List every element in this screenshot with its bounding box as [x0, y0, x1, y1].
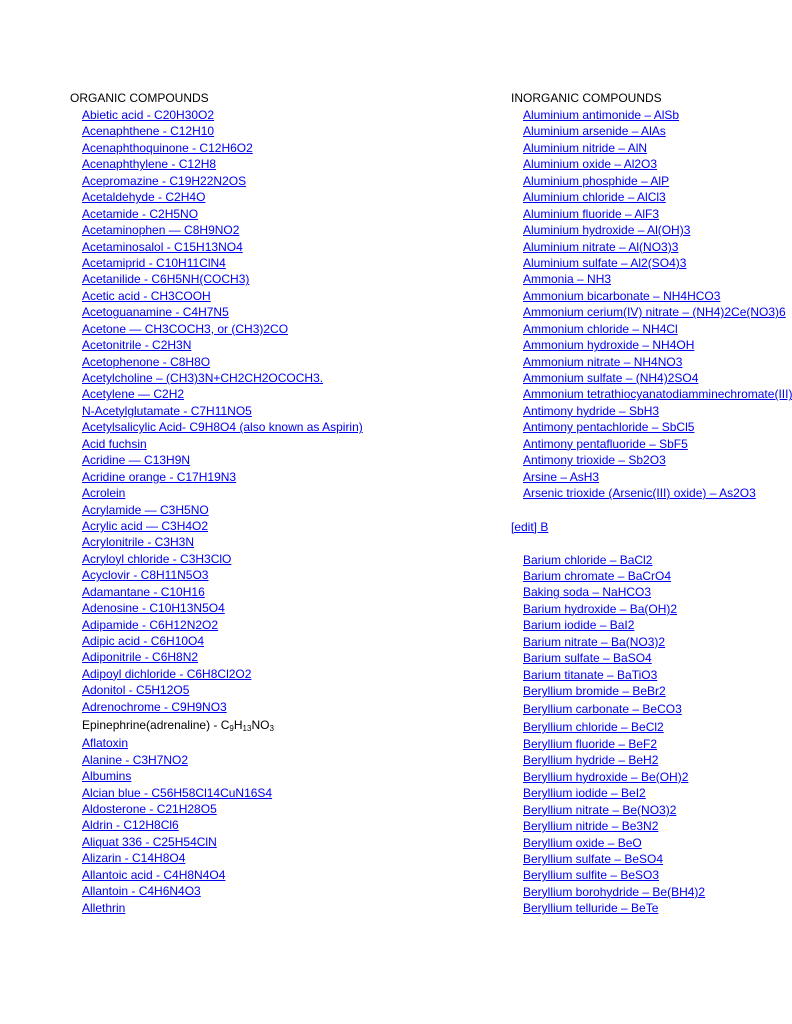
list-item	[82, 304, 490, 320]
compound-link[interactable]: Acryloyl chloride - C3H3ClO	[82, 551, 232, 566]
list-item	[523, 123, 697, 139]
compound-link[interactable]: Acetylcholine – (CH3)3N+CH2CH2OCOCH3.	[82, 371, 324, 385]
list-item	[523, 851, 697, 867]
compound-link[interactable]: Beryllium telluride – BeTe	[523, 901, 659, 916]
list-item	[82, 255, 490, 271]
list-item	[82, 633, 490, 649]
list-item	[82, 386, 490, 402]
compound-link[interactable]: Barium chromate – BaCrO4	[523, 568, 672, 583]
compound-link[interactable]: Acenaphthene - C12H10	[82, 124, 215, 139]
compound-link[interactable]: Ammonium cerium(IV) nitrate – (NH4)2Ce(NO3)6	[523, 305, 786, 320]
list-item	[82, 682, 490, 698]
list-item	[523, 140, 697, 156]
list-item	[82, 485, 490, 501]
compound-link[interactable]: Aluminium arsenide – AlAs	[523, 124, 666, 139]
inorganic-compounds-column	[511, 90, 792, 917]
compound-link[interactable]: Acepromazine - C19H22N2OS	[82, 173, 247, 188]
compound-link[interactable]: Beryllium chloride – BeCl2	[523, 720, 664, 735]
compound-link[interactable]: Aflatoxin	[82, 736, 129, 751]
compound-link[interactable]: Ammonium bicarbonate – NH4HCO3	[523, 288, 721, 303]
list-item	[82, 649, 490, 665]
compound-link[interactable]: Alizarin - C14H8O4	[82, 851, 186, 866]
list-item	[82, 534, 490, 550]
list-item	[523, 206, 697, 222]
list-item-epinephrine	[82, 715, 490, 735]
compound-link[interactable]: Acid fuchsin	[82, 436, 147, 451]
list-item	[82, 452, 490, 468]
list-item	[523, 552, 697, 568]
compound-link[interactable]: Beryllium hydroxide – Be(OH)2	[523, 769, 689, 784]
compound-link[interactable]: Abietic acid - C20H30O2	[82, 108, 215, 122]
compound-link[interactable]: Acenaphthylene - C12H8	[82, 157, 217, 172]
compound-link[interactable]: Beryllium nitrate – Be(NO3)2	[523, 802, 677, 817]
list-item	[82, 567, 490, 583]
list-item	[523, 354, 697, 370]
organic-compounds-list	[70, 107, 490, 916]
list-item	[523, 650, 697, 666]
compound-link[interactable]: Acetonitrile - C2H3N	[82, 338, 192, 353]
list-item	[82, 883, 490, 899]
compound-link[interactable]: Barium iodide – BaI2	[523, 618, 635, 633]
compound-link[interactable]: Beryllium sulfate – BeSO4	[523, 851, 664, 866]
section-b-link[interactable]: [edit] B	[511, 519, 549, 534]
compound-link[interactable]: Aldrin - C12H8Cl6	[82, 818, 179, 833]
list-item	[523, 288, 721, 304]
compound-link[interactable]: N-Acetylglutamate - C7H11NO5	[82, 403, 252, 418]
compound-link[interactable]: Ammonium nitrate – NH4NO3	[523, 354, 683, 369]
compound-link[interactable]: Aliquat 336 - C25H54ClN	[82, 834, 217, 849]
list-item	[523, 386, 792, 402]
list-item	[82, 206, 490, 222]
list-item	[82, 600, 490, 616]
list-item	[523, 156, 697, 172]
list-item	[82, 584, 490, 600]
compound-link[interactable]: Adiponitrile - C6H8N2	[82, 650, 199, 665]
list-item	[523, 802, 697, 818]
list-item	[82, 699, 490, 715]
list-item	[523, 173, 697, 189]
list-item	[523, 485, 756, 501]
list-item	[523, 769, 697, 785]
list-item	[523, 403, 697, 419]
list-item	[523, 321, 697, 337]
list-item	[523, 752, 697, 768]
compound-link[interactable]: Acetamiprid - C10H11ClN4	[82, 255, 226, 270]
compound-link[interactable]: Aluminium antimonide – AlSb	[523, 108, 680, 122]
compound-link[interactable]: Adamantane - C10H16	[82, 584, 205, 599]
compound-link[interactable]: Aluminium chloride – AlCl3	[523, 190, 666, 205]
list-item	[82, 403, 490, 419]
compound-link[interactable]: Acetoguanamine - C4H7N5	[82, 305, 229, 320]
compound-link[interactable]: Acetamide - C2H5NO	[82, 206, 199, 221]
list-item	[523, 601, 697, 617]
compound-link[interactable]: Adrenochrome - C9H9NO3	[82, 699, 227, 714]
list-item	[82, 123, 490, 139]
compound-link[interactable]: Arsenic trioxide (Arsenic(III) oxide) – As2O3	[523, 486, 756, 501]
formula-subscript: 13	[242, 724, 252, 734]
list-item	[523, 835, 697, 851]
list-item	[82, 867, 490, 883]
compound-link[interactable]: Acetylene — C2H2	[82, 387, 185, 402]
compound-link[interactable]: Acetaldehyde - C2H4O	[82, 190, 206, 205]
compound-link[interactable]: Allantoic acid - C4H8N4O4	[82, 867, 226, 882]
compound-link[interactable]: Aluminium phosphide – AlP	[523, 173, 670, 188]
list-item	[82, 817, 490, 833]
compound-link[interactable]: Beryllium carbonate – BeCO3	[523, 702, 682, 717]
compound-link[interactable]: Antimony pentafluoride – SbF5	[523, 436, 688, 451]
formula-subscript: 9	[229, 724, 234, 734]
compound-link[interactable]: Adipic acid - C6H10O4	[82, 634, 205, 648]
list-item	[82, 337, 490, 353]
list-item	[523, 107, 697, 123]
list-item	[523, 634, 697, 650]
list-item	[523, 818, 697, 834]
compound-link[interactable]: Adonitol - C5H12O5	[82, 683, 190, 698]
list-item	[82, 850, 490, 866]
compound-link[interactable]: Beryllium hydride – BeH2	[523, 753, 659, 768]
compound-link[interactable]: Antimony hydride – SbH3	[523, 403, 660, 418]
list-item	[82, 469, 490, 485]
compound-link[interactable]: Aluminium hydroxide – Al(OH)3	[523, 223, 691, 238]
compound-link[interactable]: Albumins	[82, 769, 132, 784]
list-item	[523, 900, 697, 916]
organic-compounds-heading: ORGANIC COMPOUNDS	[70, 91, 209, 105]
compound-link[interactable]: Ammonium tetrathiocyanatodiamminechromate(III)	[523, 387, 792, 402]
compound-link[interactable]: Ammonium chloride – NH4Cl	[523, 321, 678, 336]
compound-link[interactable]: Aluminium nitride – AlN	[523, 140, 648, 155]
list-item	[82, 752, 490, 768]
list-item	[523, 436, 697, 452]
compound-link[interactable]: Alcian blue - C56H58Cl14CuN16S4	[82, 785, 273, 800]
list-item	[523, 584, 697, 600]
list-item	[523, 736, 697, 752]
compound-link[interactable]: Adenosine - C10H13N5O4	[82, 601, 225, 616]
compound-link[interactable]: Barium sulfate – BaSO4	[523, 651, 652, 666]
compound-link[interactable]: Acridine — C13H9N	[82, 453, 191, 468]
list-item	[523, 271, 697, 287]
list-item	[523, 719, 697, 735]
list-item	[523, 419, 697, 435]
compound-link[interactable]: Ammonia – NH3	[523, 272, 612, 287]
list-item	[82, 801, 490, 817]
list-item	[523, 867, 697, 883]
compound-link[interactable]: Acetanilide - C6H5NH(COCH3)	[82, 272, 250, 287]
list-item	[523, 304, 786, 320]
list-item	[82, 666, 490, 682]
compound-link[interactable]: Beryllium iodide – BeI2	[523, 786, 646, 801]
list-item	[523, 617, 697, 633]
compound-link[interactable]: Acenaphthoquinone - C12H6O2	[82, 140, 253, 155]
list-item	[82, 107, 490, 123]
compound-link[interactable]: Beryllium nitride – Be3N2	[523, 819, 659, 834]
spacer	[511, 536, 697, 552]
compound-link[interactable]: Arsine – AsH3	[523, 469, 600, 484]
list-item	[523, 239, 697, 255]
compound-link[interactable]: Antimony trioxide – Sb2O3	[523, 453, 666, 468]
compound-link[interactable]: Acridine orange - C17H19N3	[82, 469, 237, 484]
compound-link[interactable]: Barium hydroxide – Ba(OH)2	[523, 601, 678, 616]
list-item	[82, 189, 490, 205]
list-item	[82, 735, 490, 751]
compound-link[interactable]: Beryllium oxide – BeO	[523, 835, 642, 850]
organic-compounds-column	[70, 90, 490, 916]
compound-link[interactable]: Alanine - C3H7NO2	[82, 752, 189, 767]
compound-link[interactable]: Acetaminosalol - C15H13NO4	[82, 239, 243, 254]
compound-link[interactable]: Barium titanate – BaTiO3	[523, 667, 658, 682]
compound-link[interactable]: Barium chloride – BaCl2	[523, 552, 653, 567]
compound-link[interactable]: Ammonium hydroxide – NH4OH	[523, 338, 695, 353]
list-item	[523, 255, 697, 271]
list-item	[82, 173, 490, 189]
compound-link[interactable]: Aluminium fluoride – AlF3	[523, 206, 660, 221]
compound-link[interactable]: Allantoin - C4H6N4O3	[82, 884, 201, 899]
compound-link[interactable]: Adipoyl dichloride - C6H8Cl2O2	[82, 666, 252, 681]
list-item	[523, 568, 697, 584]
formula-text: Epinephrine(adrenaline) - C	[82, 718, 230, 733]
compound-link[interactable]: Beryllium sulfite – BeSO3	[523, 868, 660, 883]
compound-link[interactable]: Adipamide - C6H12N2O2	[82, 617, 219, 632]
list-item	[82, 768, 490, 784]
list-item	[82, 370, 490, 386]
list-item	[523, 683, 697, 699]
list-item	[523, 699, 697, 719]
compound-link[interactable]: Aluminium nitrate – Al(NO3)3	[523, 239, 679, 254]
list-item	[523, 370, 697, 386]
list-item	[523, 785, 697, 801]
list-item	[523, 189, 697, 205]
compound-link[interactable]: Barium nitrate – Ba(NO3)2	[523, 634, 666, 649]
epinephrine-formula	[82, 718, 274, 732]
compound-link[interactable]: Beryllium fluoride – BeF2	[523, 736, 658, 751]
compound-link[interactable]: Acyclovir - C8H11N5O3	[82, 568, 209, 583]
formula-text: NO	[251, 718, 270, 733]
inorganic-compounds-list-b	[511, 552, 706, 917]
formula-text: H	[233, 718, 243, 733]
inorganic-compounds-list-a	[511, 107, 792, 502]
inorganic-compounds-heading: INORGANIC COMPOUNDS	[511, 91, 662, 105]
compound-link[interactable]: Beryllium borohydride – Be(BH4)2	[523, 884, 706, 899]
compound-link[interactable]: Aluminium sulfate – Al2(SO4)3	[523, 255, 687, 270]
list-item	[523, 452, 697, 468]
compound-link[interactable]: Allethrin	[82, 900, 126, 915]
compound-link[interactable]: Acetylsalicylic Acid- C9H8O4 (also known as Aspirin)	[82, 420, 363, 435]
formula-subscript: 3	[269, 724, 274, 734]
list-item	[82, 271, 490, 287]
compound-link[interactable]: Aldosterone - C21H28O5	[82, 801, 217, 816]
list-item	[82, 239, 490, 255]
list-item	[523, 884, 706, 900]
list-item	[82, 288, 490, 304]
list-item	[523, 667, 697, 683]
list-item	[82, 354, 490, 370]
compound-link[interactable]: Acrylic acid — C3H4O2	[82, 518, 209, 533]
list-item	[523, 222, 697, 238]
list-item	[82, 518, 490, 534]
list-item	[82, 551, 490, 567]
compound-link[interactable]: Acrylamide — C3H5NO	[82, 502, 209, 517]
list-item	[82, 419, 490, 435]
list-item	[82, 785, 490, 801]
list-item	[82, 156, 490, 172]
compound-link[interactable]: Acetaminophen — C8H9NO2	[82, 223, 240, 238]
compound-link[interactable]: Acetone — CH3COCH3, or (CH3)2CO	[82, 321, 289, 336]
list-item	[82, 834, 490, 850]
compound-link[interactable]: Antimony pentachloride – SbCl5	[523, 420, 695, 435]
compound-link[interactable]: Beryllium bromide – BeBr2	[523, 684, 666, 698]
list-item	[82, 321, 490, 337]
list-item	[82, 222, 490, 238]
compound-link[interactable]: Acrolein	[82, 486, 126, 501]
list-item	[82, 140, 490, 156]
list-item	[82, 502, 490, 518]
list-item	[523, 469, 697, 485]
compound-link[interactable]: Ammonium sulfate – (NH4)2SO4	[523, 371, 699, 385]
list-item	[523, 337, 697, 353]
compound-link[interactable]: Acetic acid - CH3COOH	[82, 288, 211, 303]
compound-link[interactable]: Acrylonitrile - C3H3N	[82, 535, 195, 550]
compound-link[interactable]: Aluminium oxide – Al2O3	[523, 157, 658, 172]
compound-link[interactable]: Baking soda – NaHCO3	[523, 585, 652, 600]
list-item	[82, 900, 490, 916]
compound-link[interactable]: Acetophenone - C8H8O	[82, 354, 211, 369]
spacer	[511, 502, 697, 519]
list-item	[82, 436, 490, 452]
list-item	[82, 617, 490, 633]
section-b-edit[interactable]	[511, 519, 697, 536]
